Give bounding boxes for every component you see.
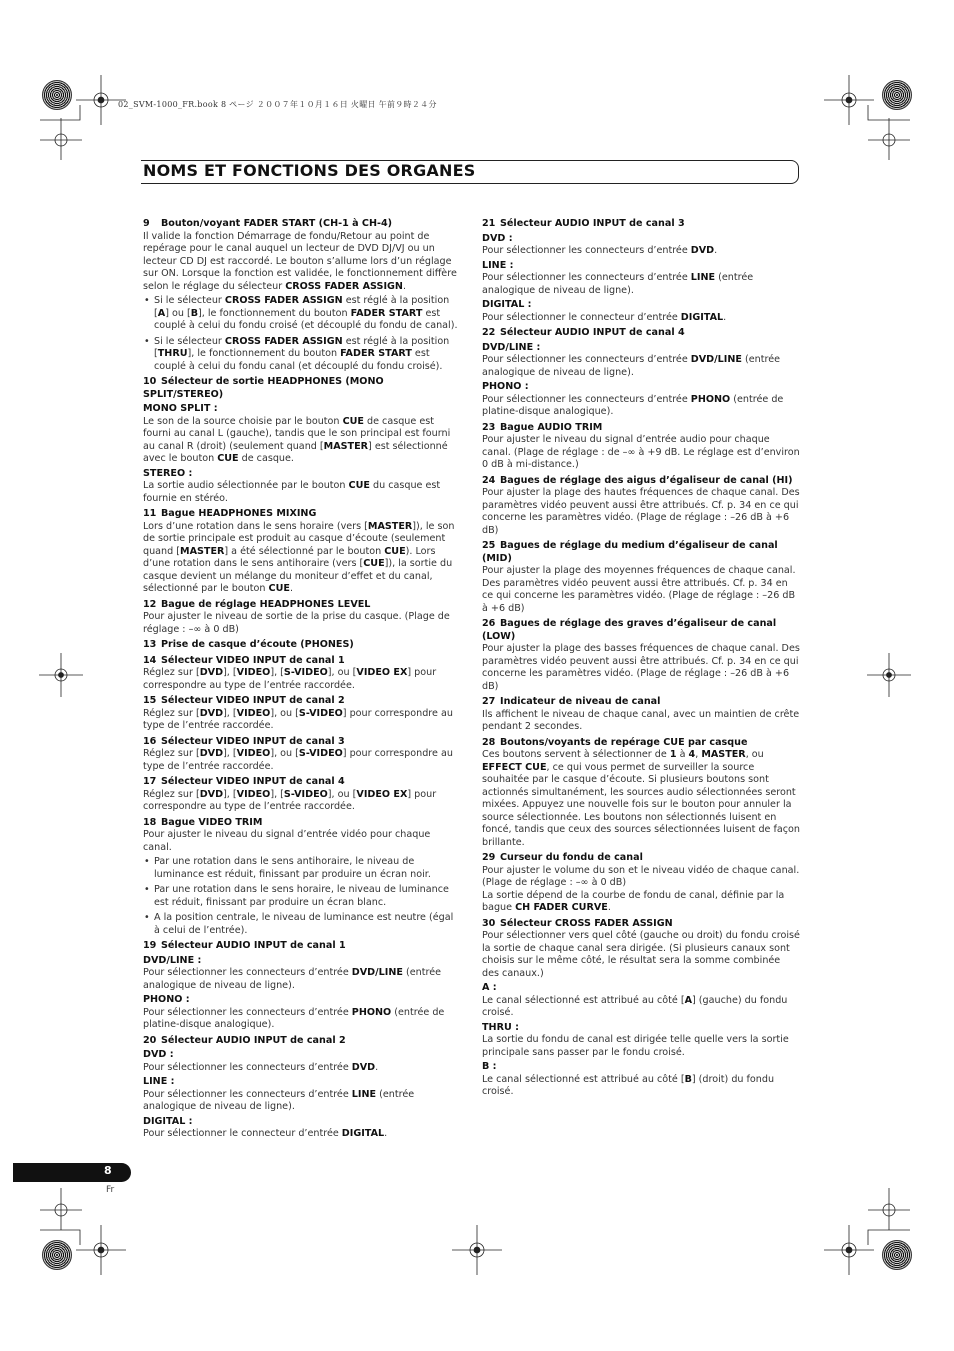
section-heading: 18 Bague VIDEO TRIM [143,816,263,828]
section-text: La sortie du fondu de canal est dirigée telle quelle vers la sortie principale sans passer par le fondu croisé. [482,1034,789,1058]
section-19 [143,940,461,1032]
crosshair-icon [868,1188,910,1230]
list-item: • Si le sélecteur CROSS FADER ASSIGN est réglé à la position [THRU], le fonctionnement du bouton FADER START est couplé à celui du fondu canal (et découplé du fondu croisé). [143,336,461,374]
section-heading: 11 Bague HEADPHONES MIXING [143,508,317,519]
section-text: Pour sélectionner les connecteurs d’entrée DVD. [143,1061,379,1073]
subheading: A : [482,982,497,993]
section-text: Pour ajuster le volume du son et le niveau vidéo de chaque canal. (Plage de réglage : –∞ à 0 dB) [482,864,800,888]
crosshair-icon [39,653,83,697]
section-13 [143,639,461,652]
right-column [482,218,800,1102]
section-29 [482,852,800,915]
section-text: Pour sélectionner les connecteurs d’entrée PHONO (entrée de platine-disque analogique). [143,1006,445,1030]
section-9 [143,218,461,373]
section-heading: 30 Sélecteur CROSS FADER ASSIGN [482,917,673,929]
section-text: Le canal sélectionné est attribué au côté [B] (droit) du fondu croisé. [482,1073,775,1097]
language-code: Fr [106,1185,115,1195]
bullet-list [143,856,461,937]
section-heading: 14 Sélecteur VIDEO INPUT de canal 1 [143,654,345,666]
section-21 [482,218,800,324]
crosshair-icon [40,118,82,160]
section-heading: 16 Sélecteur VIDEO INPUT de canal 3 [143,735,345,747]
subheading: THRU : [482,1021,519,1033]
section-16 [143,736,461,774]
subheading: DVD/LINE : [482,341,541,353]
section-heading: 15 Sélecteur VIDEO INPUT de canal 2 [143,695,345,706]
section-heading: 9 Bouton/voyant FADER START (CH-1 à CH-4) [143,218,393,229]
section-26 [482,618,800,693]
section-text: Pour ajuster la plage des basses fréquences de chaque canal. Des paramètres vidéo peuvent aussi être attribués. Cf. p. 34 en ce qui concerne les paramètres vidéo. (Plage de réglage : –26 dB à +6 dB) [482,643,800,692]
section-heading: 17 Sélecteur VIDEO INPUT de canal 4 [143,776,345,787]
section-text: Pour ajuster la plage des hautes fréquences de chaque canal. Des paramètres vidéo peuvent aussi être attribués. Cf. p. 34 en ce qui concerne les paramètres vidéo. (Plage de réglage : –26 dB à +6 dB) [482,487,800,536]
subheading: MONO SPLIT : [143,403,218,414]
section-25 [482,540,800,615]
section-heading: 20 Sélecteur AUDIO INPUT de canal 2 [143,1034,346,1046]
section-text: Pour sélectionner le connecteur d’entrée DIGITAL. [143,1128,388,1139]
section-27 [482,696,800,734]
section-23 [482,422,800,472]
book-file-line: 02_SVM-1000_FR.book 8 ページ ２００７年１０月１６日 火曜日 午前９時２４分 [118,100,437,109]
subheading: DVD : [482,232,513,244]
crosshair-icon [824,1225,874,1275]
section-11 [143,508,461,596]
subheading: B : [482,1061,497,1072]
section-text: Il valide la fonction Démarrage de fondu/Retour au point de repérage pour le canal auquel un lecteur de DVD DJ/VJ ou un lecteur CD DJ est raccordé. Le bouton s’allume lors d’un réglage sur ON. Lorsque la fonction est validée, le fonctionnement diffère selon le réglage du sélecteur CROSS FADER ASSIGN. [143,230,457,292]
section-text: Pour sélectionner les connecteurs d’entrée PHONO (entrée de platine-disque analogique). [482,393,784,417]
section-text: Pour ajuster le niveau du signal d’entrée audio pour chaque canal. (Plage de réglage : de –∞ à +9 dB. Le réglage est d’environ 0 dB à mi-distance.) [482,434,800,470]
section-text: Pour sélectionner les connecteurs d’entrée LINE (entrée analogique de niveau de ligne). [482,272,754,296]
subheading: STEREO : [143,467,193,479]
section-18 [143,817,461,938]
section-14 [143,655,461,693]
page-number: 8 [104,1164,112,1177]
list-item: • A la position centrale, le niveau de luminance est neutre (égal à celui de l’entrée). [143,912,461,937]
section-heading: 28 Boutons/voyants de repérage CUE par casque [482,736,748,748]
crosshair-icon [452,1225,502,1275]
section-heading: 12 Bague de réglage HEADPHONES LEVEL [143,598,371,610]
subheading: DIGITAL : [143,1115,193,1127]
section-text: Pour sélectionner vers quel côté (gauche ou droit) du fondu croisé la sortie de chaque canal sera dirigée. (Si plusieurs canaux sont choisis sur le même côté, le résultat sera la somme combinée des canaux.) [482,930,800,979]
subheading: LINE : [143,1076,175,1087]
section-heading: 13 Prise de casque d’écoute (PHONES) [143,639,354,650]
section-heading: 21 Sélecteur AUDIO INPUT de canal 3 [482,218,685,229]
section-text: La sortie audio sélectionnée par le bouton CUE du casque est fournie en stéréo. [143,480,441,504]
subheading: DVD/LINE : [143,954,202,966]
subheading: LINE : [482,259,514,271]
crosshair-icon [76,1225,126,1275]
section-heading: 23 Bague AUDIO TRIM [482,421,603,433]
section-17 [143,776,461,814]
subheading: PHONO : [143,994,190,1005]
section-text: Réglez sur [DVD], [VIDEO], ou [S-VIDEO] pour correspondre au type de l’entrée raccordée. [143,748,453,772]
section-heading: 29 Curseur du fondu de canal [482,852,643,863]
section-text: Pour sélectionner les connecteurs d’entrée DVD/LINE (entrée analogique de niveau de ligne). [482,354,780,378]
section-text: Lors d’une rotation dans le sens horaire (vers [MASTER]), le son de sortie principale est produit au casque d’écoute (seulement quand [MASTER] a été sélectionné par le bouton CUE). Lors d’une rotation dans le sens antihoraire (vers [CUE]), la sortie du casque devient un mélange du moniteur d’effet et du canal, sélectionné par le bouton CUE. [143,520,455,594]
subheading: PHONO : [482,381,529,392]
section-10 [143,376,461,505]
list-item: • Par une rotation dans le sens horaire, le niveau de luminance est réduit, finissant par produire un écran blanc. [143,884,461,909]
subheading: DIGITAL : [482,299,532,310]
section-20 [143,1035,461,1141]
crosshair-icon [824,75,874,125]
subheading: DVD : [143,1049,174,1060]
section-text: Ces boutons servent à sélectionner de 1 à 4, MASTER, ou EFFECT CUE, ce qui vous permet de surveiller la source souhaitée par le casque d’écoute. Si plusieurs boutons sont actionnés simultanément, les sources audio sélectionnées seront mixées. Appuyez une nouvelle fois sur le bouton pour annuler la source sélectionnée. Les boutons non sélectionnés luisent en foncé, tandis que ceux des sources sélectionnées luisent de façon brillante. [482,749,800,848]
section-text: Pour sélectionner le connecteur d’entrée DIGITAL. [482,311,727,323]
bullet-list [143,295,461,373]
section-15 [143,695,461,733]
section-12 [143,599,461,637]
section-heading: 26 Bagues de réglage des graves d’égaliseur de canal (LOW) [482,618,777,642]
section-24 [482,475,800,538]
section-text: Pour ajuster la plage des moyennes fréquences de chaque canal. Des paramètres vidéo peuvent aussi être attribués. Cf. p. 34 en ce qui concerne les paramètres vidéo. (Plage de réglage : –26 dB à +6 dB) [482,565,796,614]
section-text: Le canal sélectionné est attribué au côté [A] (gauche) du fondu croisé. [482,994,788,1018]
section-heading: 27 Indicateur de niveau de canal [482,696,661,707]
section-text: Réglez sur [DVD], [VIDEO], [S-VIDEO], ou [VIDEO EX] pour correspondre au type de l’entrée raccordée. [143,788,437,812]
section-text: Pour ajuster le niveau du signal d’entrée vidéo pour chaque canal. [143,829,431,853]
section-text: Pour sélectionner les connecteurs d’entrée DVD. [482,245,718,256]
page-title: NOMS ET FONCTIONS DES ORGANES [143,161,476,180]
page-number-tab [13,1163,131,1182]
section-heading: 25 Bagues de réglage du medium d’égaliseur de canal (MID) [482,540,778,564]
section-heading: 24 Bagues de réglage des aigus d’égaliseur de canal (HI) [482,474,793,486]
section-heading: 19 Sélecteur AUDIO INPUT de canal 1 [143,940,346,951]
section-text: La sortie dépend de la courbe de fondu de canal, définie par la bague CH FADER CURVE. [482,889,785,913]
section-text: Pour sélectionner les connecteurs d’entrée LINE (entrée analogique de niveau de ligne). [143,1088,415,1112]
section-22 [482,327,800,419]
section-text: Pour sélectionner les connecteurs d’entrée DVD/LINE (entrée analogique de niveau de ligne). [143,967,441,991]
section-30 [482,918,800,1099]
section-text: Réglez sur [DVD], [VIDEO], ou [S-VIDEO] pour correspondre au type de l’entrée raccordée. [143,707,453,731]
section-heading: 10 Sélecteur de sortie HEADPHONES (MONO SPLIT/STEREO) [143,376,384,400]
section-28 [482,737,800,850]
section-text: Réglez sur [DVD], [VIDEO], [S-VIDEO], ou [VIDEO EX] pour correspondre au type de l’entrée raccordée. [143,667,437,691]
section-heading: 22 Sélecteur AUDIO INPUT de canal 4 [482,327,685,338]
crosshair-icon [868,118,910,160]
crosshair-icon [867,653,911,697]
crosshair-icon [40,1188,82,1230]
list-item: • Par une rotation dans le sens antihoraire, le niveau de luminance est réduit, finissant par produire un écran noir. [143,856,461,881]
left-column [143,218,461,1144]
section-text: Pour ajuster le niveau de sortie de la prise du casque. (Plage de réglage : –∞ à 0 dB) [143,611,450,635]
section-text: Ils affichent le niveau de chaque canal, avec un maintien de crête pendant 2 secondes. [482,708,800,732]
section-text: Le son de la source choisie par le bouton CUE de casque est fourni au canal L (gauche), tandis que le son principal est fourni au canal R (droit) (seulement quand [MASTER] est sélectionné avec le bouton CUE de casque. [143,415,451,464]
list-item: • Si le sélecteur CROSS FADER ASSIGN est réglé à la position [A] ou [B], le fonctionnement du bouton FADER START est couplé à celui du fondu croisé (et découplé du fondu de canal). [143,295,461,333]
